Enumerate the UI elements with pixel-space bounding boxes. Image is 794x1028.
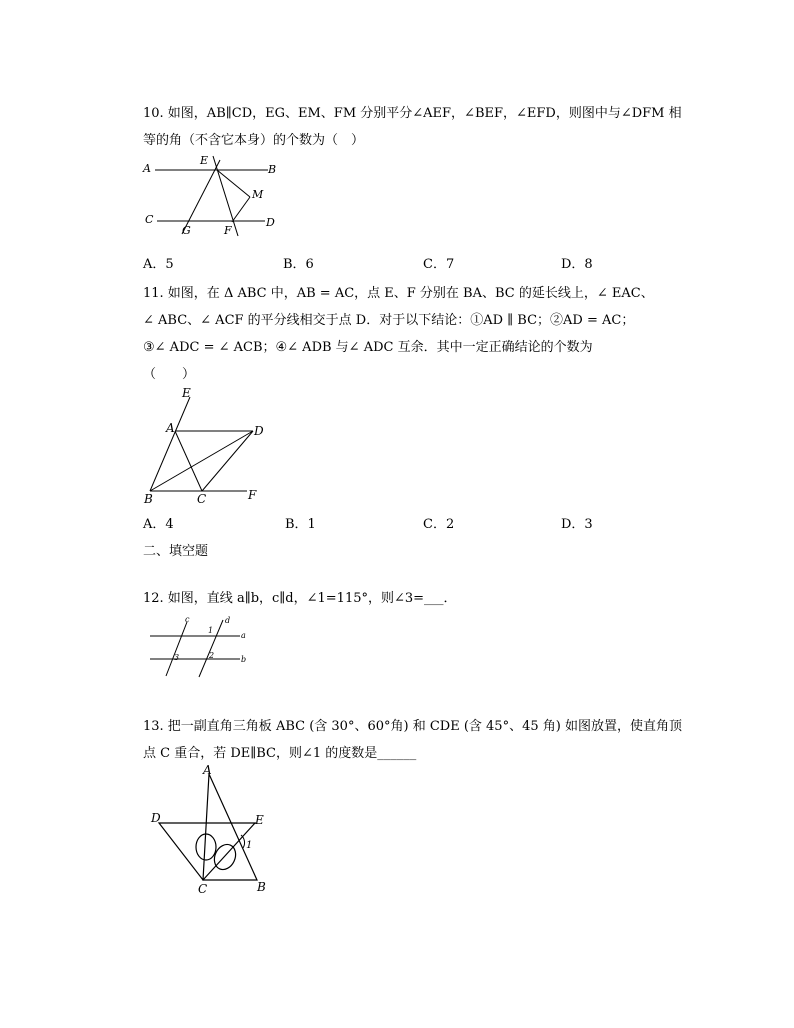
q12-label-c: c — [185, 615, 190, 624]
section-fill-in-title: 二、填空题 — [143, 544, 209, 559]
q11-label-e: E — [182, 386, 191, 400]
q11-text-line1: 11. 如图，在 Δ ABC 中，AB = AC，点 E、F 分别在 BA、BC 的延长线上，∠ EAC、 — [143, 286, 654, 301]
q10-label-a: A — [143, 162, 151, 175]
q13-label-1: 1 — [246, 840, 253, 851]
q12-label-2: 2 — [209, 651, 215, 660]
q10-option-b: B．6 — [283, 257, 314, 272]
q10-label-b: B — [268, 163, 277, 176]
q11-line-ac — [175, 431, 202, 491]
q13-figure — [145, 760, 275, 900]
q10-label-c: C — [145, 213, 154, 226]
q10-label-d: D — [266, 216, 275, 229]
q12-label-b: b — [241, 655, 247, 664]
q10-label-f: F — [224, 224, 232, 237]
q11-label-c: C — [197, 492, 207, 506]
q13-label-e: E — [255, 813, 264, 827]
q12-label-a: a — [241, 631, 246, 640]
q11-figure — [140, 385, 270, 507]
q11-option-a: A．4 — [143, 517, 174, 532]
q13-text-line2: 点 C 重合，若 DE∥BC，则∠1 的度数是______ — [143, 746, 417, 761]
q11-option-d: D．3 — [561, 517, 593, 532]
q10-figure — [140, 150, 290, 242]
q12-label-3: 3 — [174, 653, 180, 662]
q10-line-eg — [182, 160, 220, 234]
q11-line-cd — [202, 431, 253, 491]
q11-line-bd — [150, 431, 253, 491]
q11-text-line4: （ ） — [143, 367, 196, 382]
q13-triangle-cde — [159, 823, 255, 880]
q12-label-d: d — [225, 616, 231, 625]
q11-label-b: B — [144, 492, 153, 506]
q11-text-line3: ③∠ ADC = ∠ ACB；④∠ ADB 与∠ ADC 互余．其中一定正确结论的个数为 — [143, 340, 593, 355]
q12-line-c — [166, 622, 187, 676]
q13-circle-right — [210, 841, 239, 873]
q10-label-g: G — [182, 224, 191, 237]
q10-label-m: M — [252, 188, 264, 201]
q10-option-c: C．7 — [423, 257, 455, 272]
q13-label-b: B — [257, 880, 266, 894]
q10-option-d: D．8 — [561, 257, 593, 272]
q12-figure — [145, 614, 250, 680]
q12-text-line1: 12. 如图，直线 a∥b，c∥d，∠1=115°，则∠3=___． — [143, 591, 457, 606]
q11-option-c: C．2 — [423, 517, 455, 532]
q11-label-f: F — [248, 488, 257, 502]
q10-text-line1: 10. 如图，AB∥CD，EG、EM、FM 分别平分∠AEF，∠BEF，∠EFD，则图中与∠DFM 相 — [143, 106, 682, 121]
q11-option-b: B．1 — [285, 517, 316, 532]
q10-line-fm — [232, 197, 250, 222]
q11-label-a: A — [166, 421, 175, 435]
q13-text-line1: 13. 把一副直角三角板 ABC (含 30°、60°角) 和 CDE (含 45°、45 角) 如图放置，使直角顶 — [143, 719, 682, 734]
q10-option-a: A．5 — [143, 257, 174, 272]
q11-label-d: D — [254, 424, 264, 438]
q10-label-e: E — [200, 154, 209, 167]
q11-line-be — [150, 397, 190, 491]
q13-label-d: D — [151, 811, 161, 825]
q10-text-line2: 等的角（不含它本身）的个数为（ ） — [143, 133, 365, 148]
q13-triangle-abc — [203, 774, 257, 880]
q13-label-c: C — [198, 882, 208, 896]
q11-text-line2: ∠ ABC、∠ ACF 的平分线相交于点 D．对于以下结论：①AD ∥ BC；②AD = AC； — [143, 313, 635, 328]
q13-circle-left — [196, 834, 216, 860]
q12-label-1: 1 — [208, 626, 214, 635]
q13-label-a: A — [203, 763, 212, 777]
